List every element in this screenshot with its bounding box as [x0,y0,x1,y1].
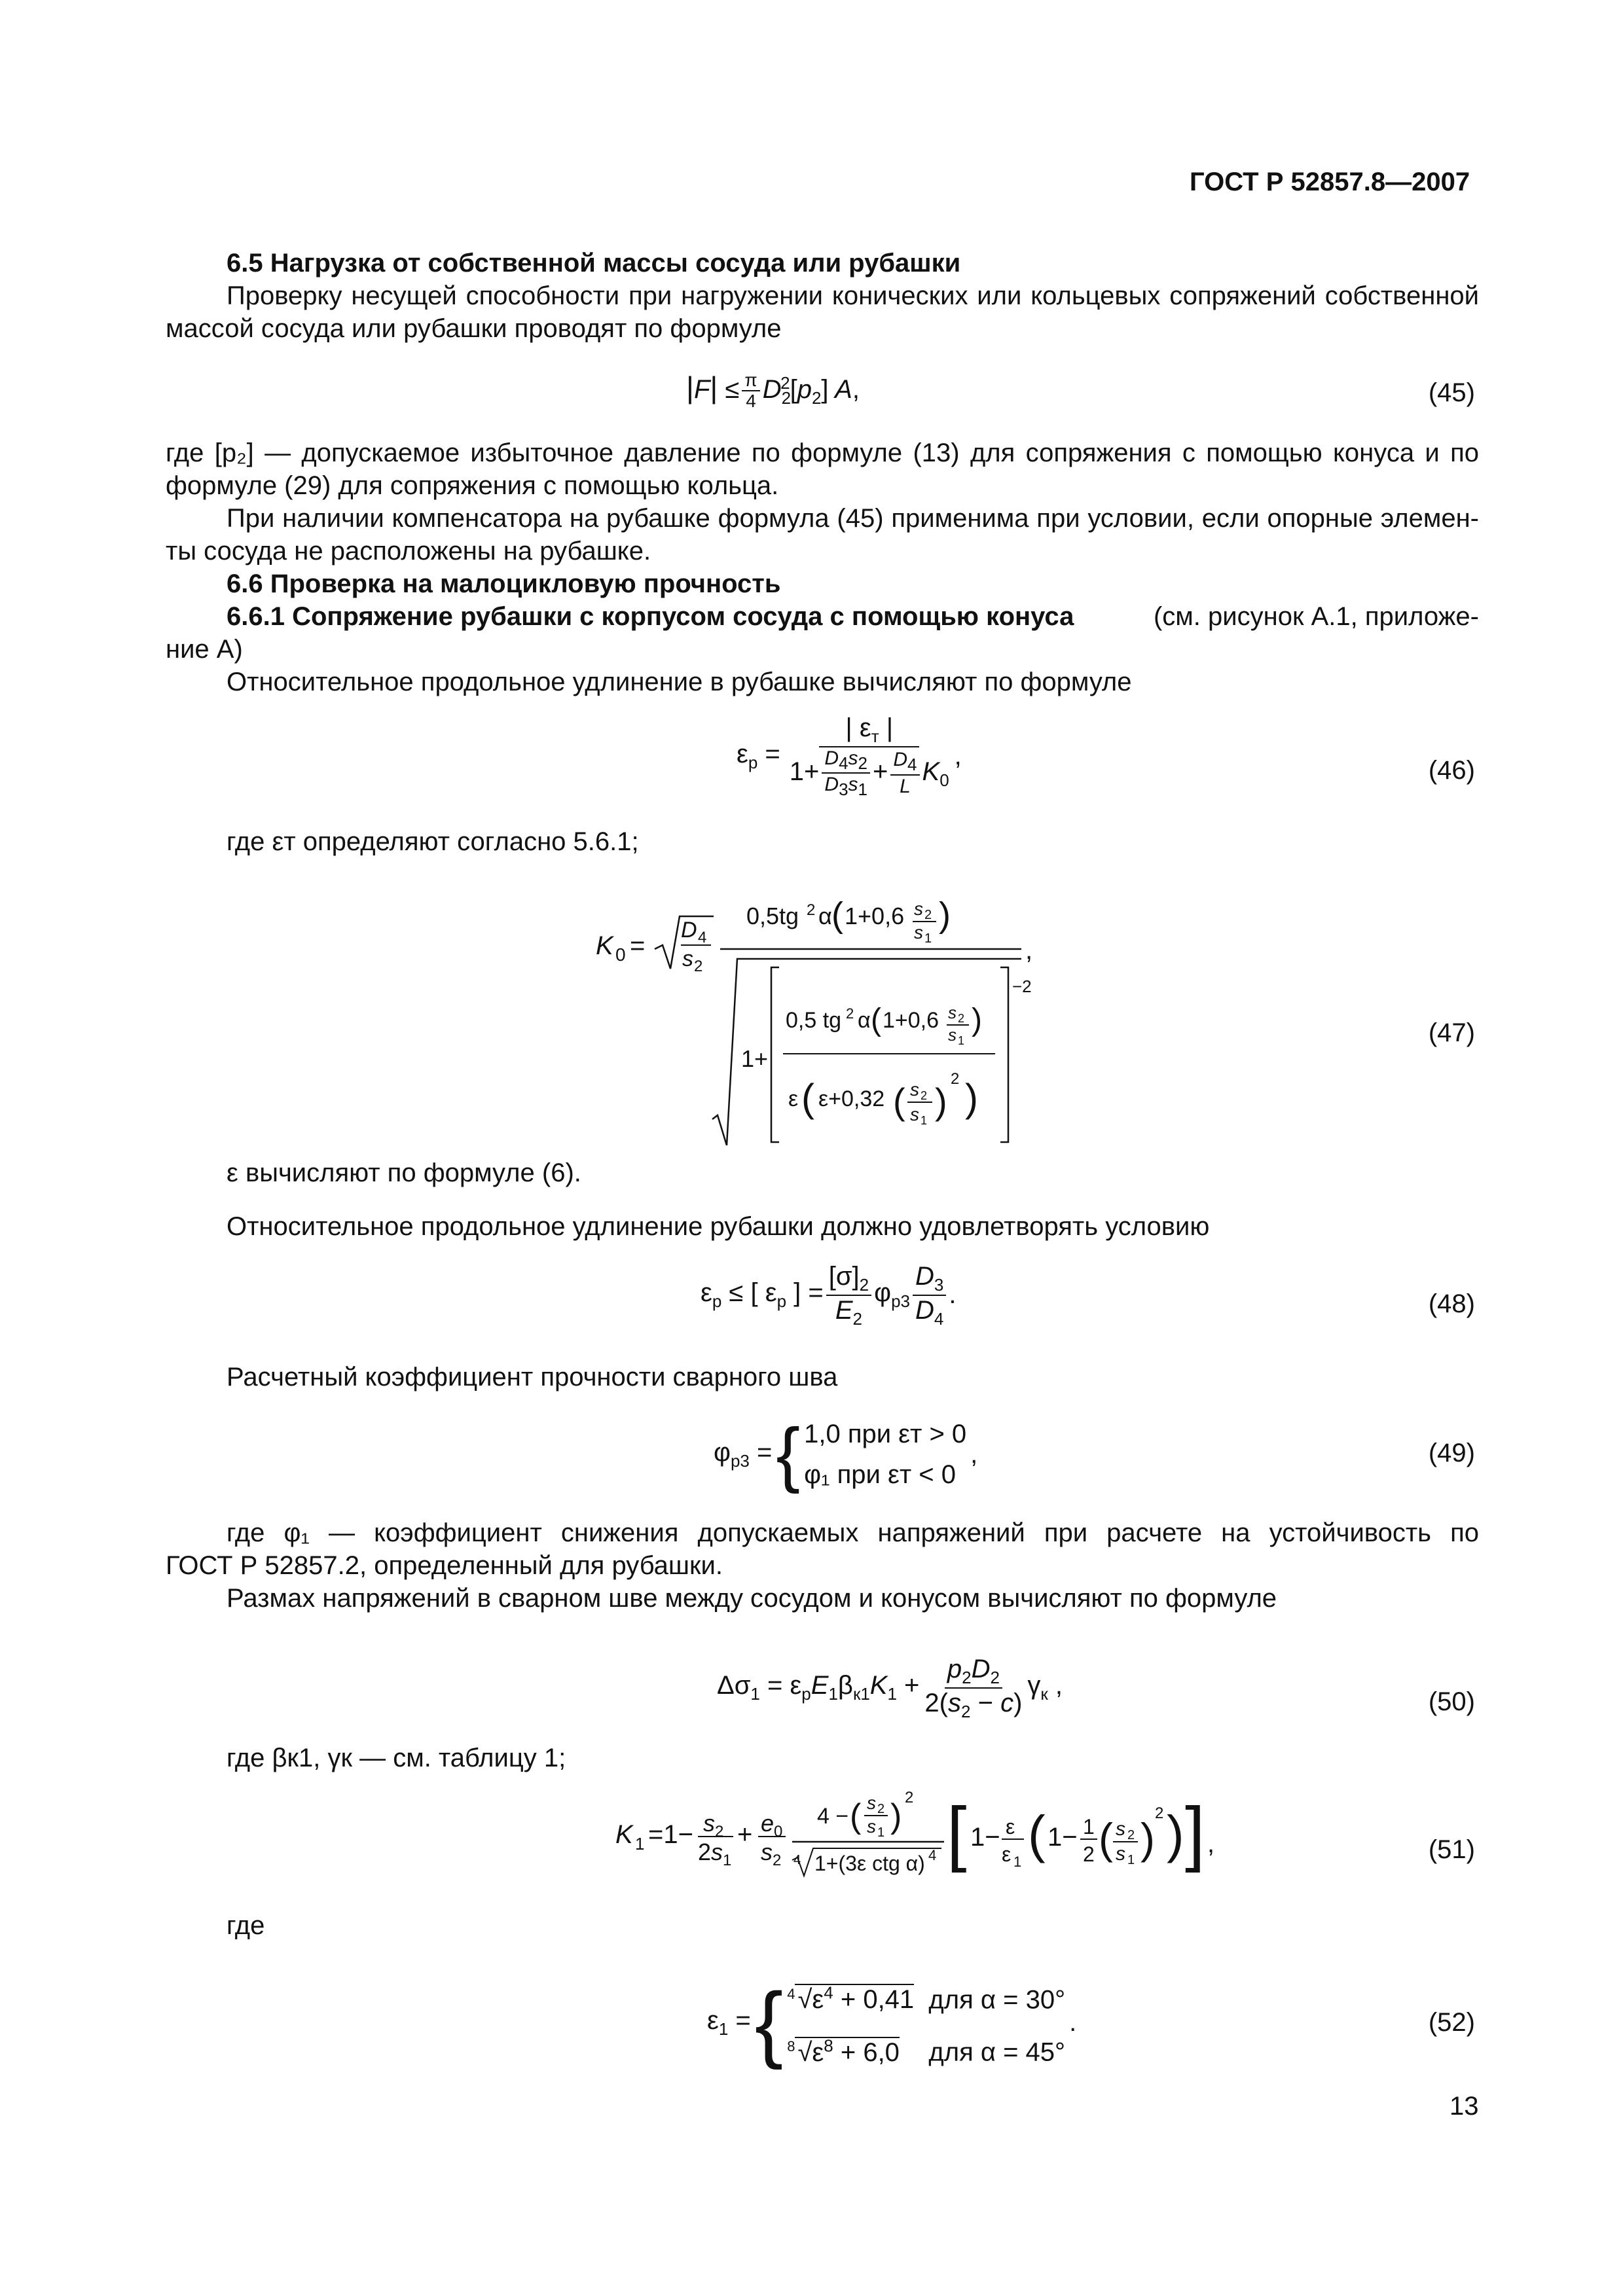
paragraph-line: ε вычисляют по формуле (6). [227,1158,581,1187]
svg-text:1+: 1+ [741,1045,769,1072]
equation-49: $\varphi_{p3}$ = { 1,0 при εт > 0 φ₁ при εт < 0 , [714,1414,978,1494]
svg-text:=1−: =1− [648,1820,693,1849]
svg-text:1: 1 [921,1114,928,1127]
svg-text:(: ( [831,895,843,935]
equation-48: $\varepsilon_p$ ≤ [ $\varepsilon_p$ ] = $\frac{[\sigma]_2}{E_2}$ $\varphi_{p3}$ $\frac{D_3}{D_4}$ . [701,1262,957,1329]
subsection-title: 6.6.1 Сопряжение рубашки с корпусом сосуда с помощью конуса [227,602,1074,631]
equation-number: (46) [1428,756,1475,785]
svg-text:(: ( [1028,1805,1046,1863]
svg-text:s: s [914,922,923,942]
paragraph-line: где φ₁ — коэффициент снижения допускаемых напряжений при расчете на устойчивость по [227,1518,1479,1547]
equation-number: (48) [1428,1289,1475,1318]
svg-text:s: s [1116,1843,1125,1865]
equation-number: (52) [1428,2008,1475,2037]
paragraph-line: где [p₂] — допускаемое избыточное давление по формуле (13) для сопряжения с помощью конуса и по [166,439,1479,467]
paragraph-line: где εт определяют согласно 5.6.1; [227,827,639,856]
svg-text:2: 2 [1083,1842,1095,1866]
subsection-reference: (см. рисунок А.1, приложе- [1153,602,1479,631]
equation-number: (47) [1428,1018,1475,1047]
paragraph-line: Относительное продольное удлинение в рубашке вычисляют по формуле [227,668,1132,696]
svg-text:2: 2 [924,908,932,922]
svg-text:): ) [965,1076,978,1120]
paragraph-line: массой сосуда или рубашки проводят по формуле [166,314,782,343]
svg-text:2: 2 [807,901,816,919]
case-2: φ₁ при εт < 0 [804,1460,956,1489]
svg-text:2: 2 [958,1012,965,1025]
page-number: 13 [1450,2092,1479,2121]
equation-52: $\varepsilon_1$ = { $^4$ $√\varepsilon^4 + 0,41$ для α = 30° $^8$ $√\varepsilon^8 + 6,0$ для α = 45° . [707,1975,1077,2071]
svg-text:(: ( [1099,1814,1113,1863]
svg-text:0,5 tg: 0,5 tg [786,1008,842,1033]
svg-text:1: 1 [1127,1853,1135,1867]
subsection-heading-6-6-1 [227,601,1479,632]
svg-text:): ) [972,1003,982,1037]
svg-text:1: 1 [958,1034,965,1047]
svg-text:): ) [939,895,951,935]
svg-text:0,5tg: 0,5tg [746,903,799,929]
svg-text:): ) [935,1081,947,1122]
svg-text:,: , [1207,1829,1215,1858]
svg-text:2: 2 [951,1070,960,1088]
svg-text:(: ( [893,1081,905,1122]
equation-45: |F| ≤ $\frac{\pi}{4}$ $D_2^2[p_2]$ A, [686,369,860,412]
svg-text:1+0,6: 1+0,6 [845,903,905,929]
svg-text:s: s [711,1839,723,1865]
section-heading-6-6: 6.6 Проверка на малоцикловую прочность [227,569,781,598]
svg-text:1+(3ε ctg α): 1+(3ε ctg α) [814,1852,925,1875]
svg-text:s: s [948,1025,957,1045]
svg-text:ε: ε [1002,1842,1012,1866]
svg-text:1−: 1− [970,1823,1000,1852]
svg-text:2: 2 [1155,1804,1164,1822]
svg-text:): ) [1140,1814,1155,1863]
equation-46: $\varepsilon_p$ = | $\varepsilon_т$ | 1+ $\frac{D_4s_2}{D_3s_1}$ + $\frac{D_4}{L}$ $K_0$ , [737,713,962,800]
paragraph-line: Размах напряжений в сварном шве между сосудом и конусом вычисляют по формуле [227,1584,1277,1613]
paragraph-line: При наличии компенсатора на рубашке формула (45) применима при условии, если опорные элемен- [227,504,1479,533]
svg-text:e: e [761,1810,775,1837]
svg-text:]: ] [1185,1793,1205,1873]
svg-text:0: 0 [615,944,626,965]
equation-number: (50) [1428,1687,1475,1716]
svg-text:s: s [948,1003,957,1022]
case-2: для α = 45° [928,2037,1066,2067]
svg-text:): ) [890,1797,902,1835]
svg-text:s: s [867,1793,876,1813]
svg-text:2: 2 [698,1839,712,1865]
svg-text:s: s [910,1079,919,1100]
equation-50: $\Delta\sigma_1 = \varepsilon_pE_1\beta_{к1}K_1$ + $\frac{p_2D_2}{2(s_2 - c)}$ $\gamma_к$ , [717,1655,1063,1721]
svg-text:1: 1 [635,1834,645,1854]
section-heading-6-5: 6.5 Нагрузка от собственной массы сосуда или рубашки [227,249,961,278]
svg-text:s: s [867,1816,876,1837]
paragraph-line: формуле (29) для сопряжения с помощью кольца. [166,471,779,500]
svg-text:,: , [1025,936,1033,965]
svg-text:D: D [681,918,697,942]
svg-text:1: 1 [1083,1815,1095,1839]
svg-text:1: 1 [1013,1854,1022,1870]
paragraph-line: Проверку несущей способности при нагружении конических или кольцевых сопряжений собственной [227,281,1479,310]
svg-text:ε: ε [1006,1815,1015,1839]
paragraph-line: Относительное продольное удлинение рубашки должно удовлетворять условию [227,1212,1210,1241]
svg-text:−2: −2 [1012,977,1032,996]
svg-text:α: α [858,1008,871,1033]
svg-text:2: 2 [694,958,703,975]
svg-text:2: 2 [773,1852,782,1869]
svg-text:α: α [818,903,832,929]
svg-text:s: s [914,899,923,919]
svg-text:4: 4 [698,929,707,946]
svg-text:(: ( [801,1076,814,1120]
svg-text:s: s [682,946,693,971]
svg-text:(: ( [871,1003,881,1037]
paragraph-line: где [227,1911,265,1940]
svg-text:2: 2 [921,1089,928,1102]
paragraph-line: ГОСТ Р 52857.2, определенный для рубашки. [166,1551,723,1580]
svg-text:1: 1 [723,1852,732,1869]
svg-text:2: 2 [715,1823,724,1840]
paragraph-line: ты сосуда не расположены на рубашке. [166,537,651,565]
equation-number: (51) [1428,1835,1475,1864]
svg-text:s: s [761,1839,773,1865]
svg-text:s: s [910,1104,919,1124]
svg-text:2: 2 [846,1005,854,1022]
svg-text:1+0,6: 1+0,6 [883,1008,939,1033]
svg-text:ε+0,32: ε+0,32 [818,1086,885,1111]
svg-text:4 −: 4 − [817,1804,849,1829]
svg-text:s: s [703,1810,715,1837]
equation-47 [589,877,1061,1145]
svg-text:1−: 1− [1048,1823,1078,1852]
document-id: ГОСТ Р 52857.8—2007 [1190,168,1470,196]
svg-text:+: + [737,1820,753,1849]
svg-text:=: = [630,931,646,960]
svg-text:2: 2 [905,1789,914,1806]
equation-number: (49) [1428,1439,1475,1467]
paragraph-line: ние А) [166,635,243,664]
svg-text:2: 2 [877,1802,885,1816]
svg-text:2: 2 [1127,1828,1135,1842]
svg-text:s: s [1116,1818,1125,1840]
svg-text:K: K [596,931,613,960]
case-1: 1,0 при εт > 0 [804,1420,967,1448]
svg-text:ε: ε [788,1086,799,1111]
case-1: для α = 30° [928,1985,1066,2015]
svg-text:[: [ [947,1793,967,1873]
svg-text:1: 1 [924,931,932,946]
equation-number: (45) [1428,378,1475,407]
svg-text:): ) [1167,1805,1184,1863]
paragraph-line: Расчетный коэффициент прочности сварного шва [227,1363,838,1391]
svg-text:K: K [615,1820,633,1849]
svg-text:4: 4 [928,1847,937,1863]
svg-text:(: ( [850,1797,862,1835]
svg-text:4: 4 [793,1853,801,1867]
svg-text:0: 0 [774,1823,783,1840]
paragraph-line: где βк1, γк — см. таблицу 1; [227,1744,566,1772]
equation-51 [609,1780,1264,1892]
svg-text:1: 1 [877,1825,885,1840]
